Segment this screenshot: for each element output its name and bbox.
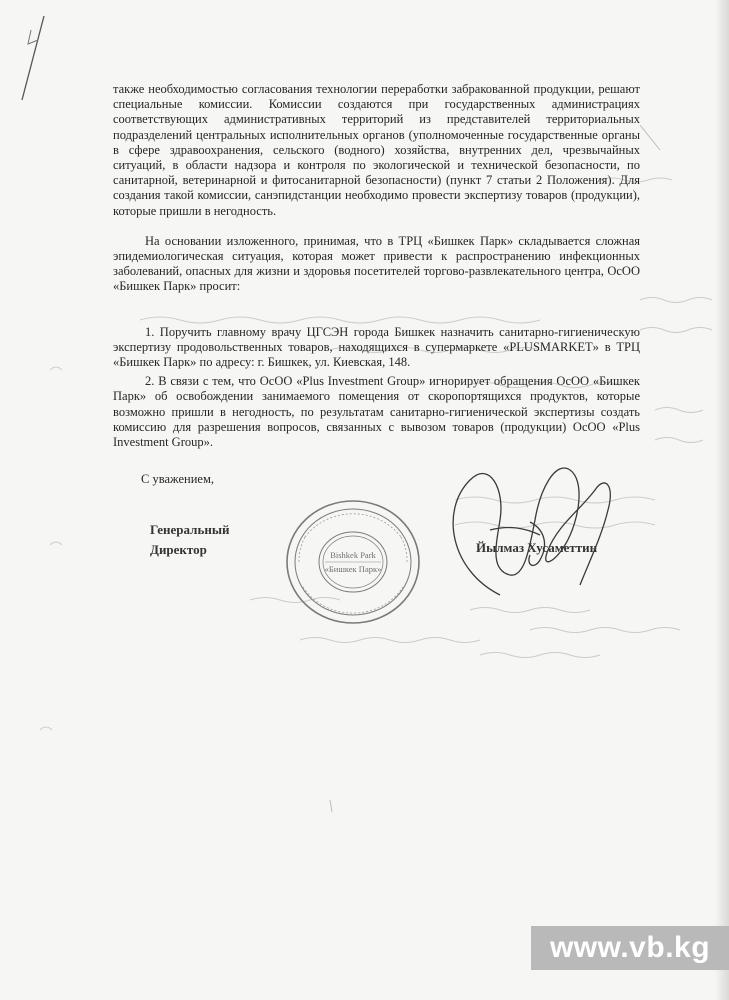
company-stamp xyxy=(283,497,423,627)
signatory-name: Йылмаз Хусаметтин xyxy=(476,540,598,555)
signatory-title xyxy=(150,520,229,560)
scan-edge-shadow xyxy=(715,0,729,1000)
pen-mark-graphic xyxy=(0,0,120,120)
site-watermark: www.vb.kg xyxy=(531,926,729,970)
stamp-text-latin: Bishkek Park xyxy=(330,550,376,560)
request-item-1: 1. Поручить главному врачу ЦГСЭН города Бишкек назначить санитарно-гигиеническую экспертизу продовольственных товаров, находящихся в супермаркете «PLUSMARKET» в ТРЦ «Бишкек Парк» по адресу: г. Бишкек, ул. Киевская, 148. xyxy=(113,324,640,370)
stamp-text-cyrillic: «Бишкек Парк» xyxy=(324,564,382,574)
letter-body xyxy=(113,82,640,450)
paragraph-2: На основании изложенного, принимая, что в ТРЦ «Бишкек Парк» складывается сложная эпидемиологическая ситуация, которая может привести к распространению инфекционных заболеваний, опасных для жизни и здоровья посетителей торгово-развлекательного центра, ОсОО «Бишкек Парк» просит: xyxy=(113,233,640,294)
signatory-title-line2: Директор xyxy=(150,542,207,557)
request-item-2: 2. В связи с тем, что ОсОО «Plus Investment Group» игнорирует обращения ОсОО «Бишкек Парк» об освобождении занимаемого помещения от скоропортящихся продуктов, которые возможно пришли в негодность, по результатам санитарно-гигиенической экспертизы создать комиссию для разрешения вопросов, связанных с вывозом товаров (продукции) ОсОО «Plus Investment Group». xyxy=(113,374,640,450)
paragraph-1: также необходимостью согласования технологии переработки забракованной продукции, решают специальные комиссии. Комиссии создаются при государственных администрациях соответствующих административных территорий из представителей территориальных подразделений центральных исполнительных органов (уполномоченные государственные органы в сфере здравоохранения, сельского (водного) хозяйства, внутренних дел, чрезвычайных ситуаций, в области надзора и контроля по экологической и технической безопасности, по санитарной, ветеринарной и фитосанитарной безопасности) (пункт 7 статьи 2 Положения). Для создания такой комиссии, санэпидстанции необходимо провести экспертизу товаров (продукции), которые пришли в негодность. xyxy=(113,82,640,218)
handwritten-signature xyxy=(430,450,650,600)
signatory-title-line1: Генеральный xyxy=(150,522,230,537)
closing-phrase: С уважением, xyxy=(141,472,214,486)
